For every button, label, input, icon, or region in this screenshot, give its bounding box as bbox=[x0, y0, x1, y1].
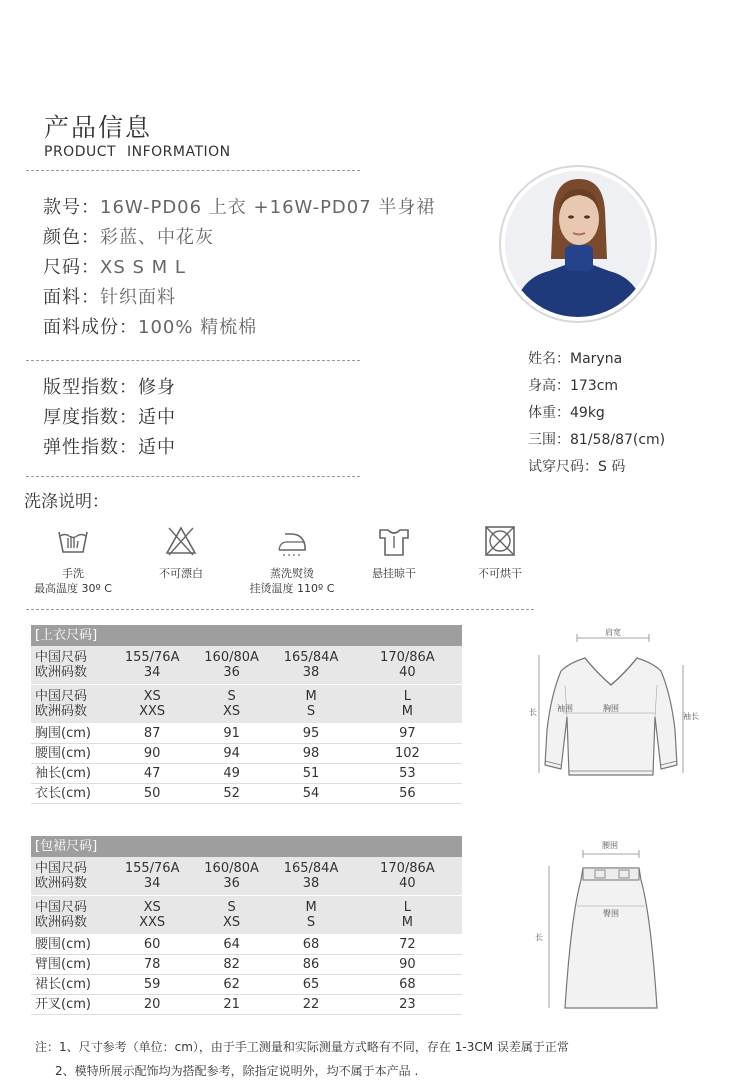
hang-dry-icon bbox=[377, 524, 411, 558]
table-row: 中国尺码 欧洲码数 XS XXS S XS M S L M bbox=[31, 896, 462, 935]
table-row: 胸围(cm) 87 91 95 97 bbox=[31, 724, 462, 744]
wash-item-sub: 最高温度 30º C bbox=[34, 582, 112, 595]
skirt-measure-diagram bbox=[527, 836, 677, 1016]
table-row: 腰围(cm) 90 94 98 102 bbox=[31, 744, 462, 764]
hand-wash-icon bbox=[56, 524, 90, 558]
table-row: 衣长(cm) 50 52 54 56 bbox=[31, 784, 462, 804]
wash-item-label: 不可烘干 bbox=[478, 567, 522, 580]
table-row: 袖长(cm) 47 49 51 53 bbox=[31, 764, 462, 784]
sleeve-circumference-label: 袖围 bbox=[557, 704, 573, 713]
wash-item-label: 蒸洗熨烫 bbox=[270, 567, 314, 580]
divider bbox=[26, 476, 360, 477]
model-fit-size: 试穿尺码：S 码 bbox=[528, 459, 626, 475]
page-subtitle: PRODUCT INFORMATION bbox=[44, 144, 231, 160]
table-row: 腰围(cm) 60 64 68 72 bbox=[31, 935, 462, 955]
no-bleach-icon bbox=[164, 524, 198, 558]
wash-item-label: 悬挂晾干 bbox=[372, 567, 416, 580]
table-title: [上衣尺码] bbox=[31, 625, 462, 646]
table-row: 中国尺码 欧洲码数 155/76A 34 160/80A 36 165/84A 38 170/86A 40 bbox=[31, 857, 462, 896]
wash-item-no-bleach bbox=[136, 524, 226, 581]
wash-item-label: 不可漂白 bbox=[159, 567, 203, 580]
product-color: 颜色：彩蓝、中花灰 bbox=[43, 227, 214, 248]
table-row: 中国尺码 欧洲码数 XS XXS S XS M S L M bbox=[31, 685, 462, 724]
model-photo bbox=[505, 171, 651, 317]
model-weight: 体重：49kg bbox=[528, 405, 605, 421]
top-size-table bbox=[31, 625, 462, 804]
wash-item-sub: 挂烫温度 110º C bbox=[249, 582, 335, 595]
top-measure-diagram bbox=[525, 625, 705, 785]
length-label: 长 bbox=[529, 708, 537, 717]
waist-label: 腰围 bbox=[602, 841, 618, 850]
hip-label: 臀围 bbox=[603, 909, 619, 918]
divider bbox=[26, 360, 360, 361]
table-row: 裙长(cm) 59 62 65 68 bbox=[31, 975, 462, 995]
sleeve-length-label: 袖长 bbox=[683, 712, 699, 721]
product-style-no: 款号：16W-PD06 上衣 +16W-PD07 半身裙 bbox=[43, 197, 436, 218]
fit-index: 版型指数：修身 bbox=[43, 377, 176, 398]
wash-item-steam-iron bbox=[242, 524, 342, 596]
wash-item-hand-wash bbox=[28, 524, 118, 596]
length-label: 长 bbox=[535, 933, 543, 942]
model-height: 身高：173cm bbox=[528, 378, 619, 394]
thickness-index: 厚度指数：适中 bbox=[43, 407, 176, 428]
table-row: 中国尺码 欧洲码数 155/76A 34 160/80A 36 165/84A 38 170/86A 40 bbox=[31, 646, 462, 685]
model-name: 姓名：Maryna bbox=[528, 351, 623, 367]
note-1: 注：1、尺寸参考（单位：cm），由于手工测量和实际测量方式略有不同，存在 1-3CM 误差属于正常 bbox=[35, 1040, 569, 1054]
wash-item-label: 手洗 bbox=[62, 567, 84, 580]
elasticity-index: 弹性指数：适中 bbox=[43, 437, 176, 458]
note-2: 2、模特所展示配饰均为搭配参考，除指定说明外，均不属于本产品 . bbox=[55, 1064, 419, 1078]
product-fabric: 面料：针织面料 bbox=[43, 287, 176, 308]
shoulder-label: 肩宽 bbox=[605, 628, 621, 637]
model-portrait bbox=[505, 171, 651, 317]
divider bbox=[26, 170, 360, 171]
wash-title: 洗涤说明： bbox=[24, 492, 109, 512]
divider bbox=[26, 609, 534, 610]
model-photo-frame bbox=[499, 165, 657, 323]
product-sizes: 尺码：XS S M L bbox=[43, 257, 186, 278]
skirt-size-table bbox=[31, 836, 462, 1015]
wash-item-no-tumble-dry bbox=[455, 524, 545, 581]
table-row: 臂围(cm) 78 82 86 90 bbox=[31, 955, 462, 975]
no-tumble-dry-icon bbox=[483, 524, 517, 558]
chest-label: 胸围 bbox=[603, 704, 619, 713]
product-composition: 面料成份：100% 精梳棉 bbox=[43, 317, 258, 338]
table-title: [包裙尺码] bbox=[31, 836, 462, 857]
table-row: 开叉(cm) 20 21 22 23 bbox=[31, 995, 462, 1015]
steam-iron-icon bbox=[275, 524, 309, 558]
model-measurements: 三围：81/58/87(cm) bbox=[528, 432, 666, 448]
wash-item-hang-dry bbox=[349, 524, 439, 581]
page-title: 产品信息 bbox=[44, 113, 153, 142]
